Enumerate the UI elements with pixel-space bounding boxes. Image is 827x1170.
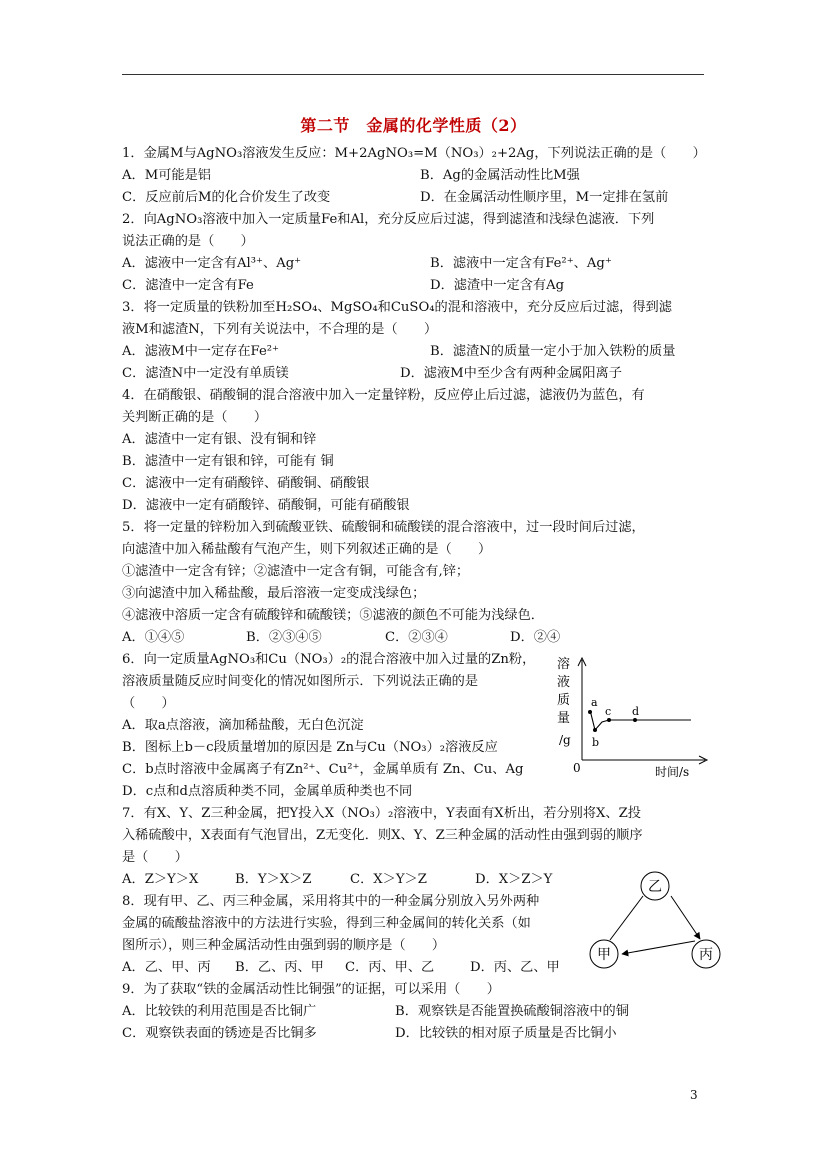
q7-stem-cont: 入稀硫酸中，X表面有气泡冒出，Z无变化．则X、Y、Z三种金属的活动性由强到弱的顺序 xyxy=(122,828,643,843)
q5-option-d: D．②④ xyxy=(510,630,561,645)
q2-option-d: D．滤渣中一定含有Ag xyxy=(430,278,565,293)
q6-option-a: A．取a点溶液，滴加稀盐酸，无白色沉淀 xyxy=(122,718,364,733)
point-b-marker xyxy=(593,728,597,732)
q4-option-b: B．滤渣中一定有银和锌，可能有 铜 xyxy=(122,454,334,469)
q5-option-a: A．①④⑤ xyxy=(122,630,185,645)
q3-option-a: A．滤液M中一定存在Fe²⁺ xyxy=(122,344,280,359)
q7-option-b: B．Y＞X＞Z xyxy=(235,872,312,887)
ylabel-char-2: 液 xyxy=(557,675,571,690)
q9-option-c: C．观察铁表面的锈迹是否比铜多 xyxy=(122,1026,317,1041)
point-a-label: a xyxy=(591,696,598,709)
q4-stem: 4．在硝酸银、硝酸铜的混合溶液中加入一定量锌粉，反应停止后过滤，滤液仍为蓝色，有 xyxy=(122,388,645,403)
q2-option-c: C．滤渣中一定含有Fe xyxy=(122,278,254,293)
q9-option-b: B．观察铁是否能置换硫酸铜溶液中的铜 xyxy=(395,1004,629,1019)
ylabel-char-1: 溶 xyxy=(557,657,571,672)
q5-statement-2: ③向滤渣中加入稀盐酸，最后溶液一定变成浅绿色； xyxy=(122,586,426,601)
q2-option-a: A．滤液中一定含有Al³⁺、Ag⁺ xyxy=(122,256,302,271)
mass-time-graph xyxy=(555,650,715,785)
q3-option-b: B．滤渣N的质量一定小于加入铁粉的质量 xyxy=(430,344,676,359)
q3-stem: 3．将一定质量的铁粉加至H₂SO₄、MgSO₄和CuSO₄的混和溶液中，充分反应后过滤，得到滤 xyxy=(122,300,672,315)
q5-stem-cont: 向滤渣中加入稀盐酸有气泡产生，则下列叙述正确的是（ ） xyxy=(122,542,492,557)
q4-option-c: C．滤液中一定有硝酸锌、硝酸铜、硝酸银 xyxy=(122,476,370,491)
ylabel-char-4: 量 xyxy=(557,711,571,726)
arrow-right-to-left xyxy=(622,941,695,954)
q8-option-c: C．丙、甲、乙 xyxy=(345,960,435,975)
q5-option-b: B．②③④⑤ xyxy=(246,630,322,645)
q7-option-a: A．Z＞Y＞X xyxy=(122,872,199,887)
q6-option-b: B．图标上b－c段质量增加的原因是 Zn与Cu（NO₃）₂溶液反应 xyxy=(122,740,498,755)
q9-option-a: A．比较铁的利用范围是否比铜广 xyxy=(122,1004,317,1019)
q3-option-d: D．滤液M中至少含有两种金属阳离子 xyxy=(400,366,622,381)
q9-stem: 9．为了获取“铁的金属活动性比铜强”的证据，可以采用（ ） xyxy=(122,982,500,997)
q7-stem-end: 是（ ） xyxy=(122,850,188,865)
point-d-label: d xyxy=(632,705,640,718)
q6-stem: 6．向一定质量AgNO₃和Cu（NO₃）₂的混合溶液中加入过量的Zn粉， xyxy=(122,652,536,667)
q7-stem: 7．有X、Y、Z三种金属，把Y投入X（NO₃）₂溶液中，Y表面有X析出，若分别将X、Z投 xyxy=(122,806,641,821)
q1-option-a: A．M可能是铝 xyxy=(122,168,211,183)
edge-top-left xyxy=(610,896,643,940)
q1-option-d: D．在金属活动性顺序里，M一定排在氢前 xyxy=(420,190,669,205)
page-number: 3 xyxy=(690,1088,698,1102)
q2-option-b: B．滤液中一定含有Fe²⁺、Ag⁺ xyxy=(430,256,612,271)
q2-stem: 2．向AgNO₃溶液中加入一定质量Fe和Al，充分反应后过滤，得到滤渣和浅绿色滤液．下列 xyxy=(122,212,655,227)
metal-conversion-diagram xyxy=(585,870,725,975)
point-c-label: c xyxy=(605,705,612,718)
node-right-label: 丙 xyxy=(699,947,713,963)
q4-option-a: A．滤渣中一定有银、没有铜和锌 xyxy=(122,432,317,447)
point-a-marker xyxy=(588,710,592,714)
q7-option-d: D．X＞Z＞Y xyxy=(475,872,553,887)
q3-stem-cont: 液M和滤渣N，下列有关说法中，不合理的是（ ） xyxy=(122,322,438,337)
point-c-marker xyxy=(607,718,611,722)
q8-stem-end: 图所示），则三种金属活动性由强到弱的顺序是（ ） xyxy=(122,938,446,953)
point-d-marker xyxy=(633,718,637,722)
q6-option-c: C．b点时溶液中金属离子有Zn²⁺、Cu²⁺，金属单质有 Zn、Cu、Ag xyxy=(122,762,524,777)
page-title: 第二节 金属的化学性质（2） xyxy=(300,116,527,135)
header-rule xyxy=(122,74,704,75)
q5-statement-1: ①滤渣中一定含有锌；②滤渣中一定含有铜，可能含有,锌； xyxy=(122,564,470,579)
q1-stem: 1．金属M与AgNO₃溶液发生反应：M+2AgNO₃=M（NO₃）₂+2Ag，下列说法正确的是（ ） xyxy=(122,146,706,161)
q6-stem-cont: 溶液质量随反应时间变化的情况如图所示．下列说法正确的是 xyxy=(122,674,479,689)
q5-statement-3: ④滤液中溶质一定含有硫酸锌和硫酸镁；⑤滤液的颜色不可能为浅绿色． xyxy=(122,608,544,623)
q8-option-b: B．乙、丙、甲 xyxy=(235,960,324,975)
q5-stem: 5．将一定量的锌粉加入到硫酸亚铁、硫酸铜和硫酸镁的混合溶液中，过一段时间后过滤， xyxy=(122,520,645,535)
q8-option-a: A．乙、甲、丙 xyxy=(122,960,211,975)
xlabel: 时间/s xyxy=(655,765,690,779)
q8-option-d: D．丙、乙、甲 xyxy=(470,960,560,975)
q4-option-d: D．滤液中一定有硝酸锌、硝酸铜，可能有硝酸银 xyxy=(122,498,410,513)
node-top-label: 乙 xyxy=(648,879,662,895)
q6-option-d: D．c点和d点溶质种类不同，金属单质种类也不同 xyxy=(122,784,413,799)
q1-option-b: B．Ag的金属活动性比M强 xyxy=(420,168,580,183)
q4-stem-cont: 关判断正确的是（ ） xyxy=(122,410,268,425)
q5-option-c: C．②③④ xyxy=(385,630,448,645)
node-left-label: 甲 xyxy=(597,947,611,963)
point-b-label: b xyxy=(592,736,600,749)
q6-blank: （ ） xyxy=(122,696,175,711)
q3-option-c: C．滤渣N中一定没有单质镁 xyxy=(122,366,289,381)
q9-option-d: D．比较铁的相对原子质量是否比铜小 xyxy=(395,1026,617,1041)
origin-label: 0 xyxy=(573,761,581,775)
q8-stem-cont: 金属的硫酸盐溶液中的方法进行实验，得到三种金属间的转化关系（如 xyxy=(122,916,531,931)
q2-stem-cont: 说法正确的是（ ） xyxy=(122,234,254,249)
arrow-top-to-right xyxy=(671,896,700,939)
q8-stem: 8．现有甲、乙、丙三种金属，采用将其中的一种金属分别放入另外两种 xyxy=(122,894,540,909)
q7-option-c: C．X＞Y＞Z xyxy=(350,872,427,887)
ylabel-unit: /g xyxy=(559,733,571,747)
q1-option-c: C．反应前后M的化合价发生了改变 xyxy=(122,190,331,205)
ylabel-char-3: 质 xyxy=(557,693,571,708)
